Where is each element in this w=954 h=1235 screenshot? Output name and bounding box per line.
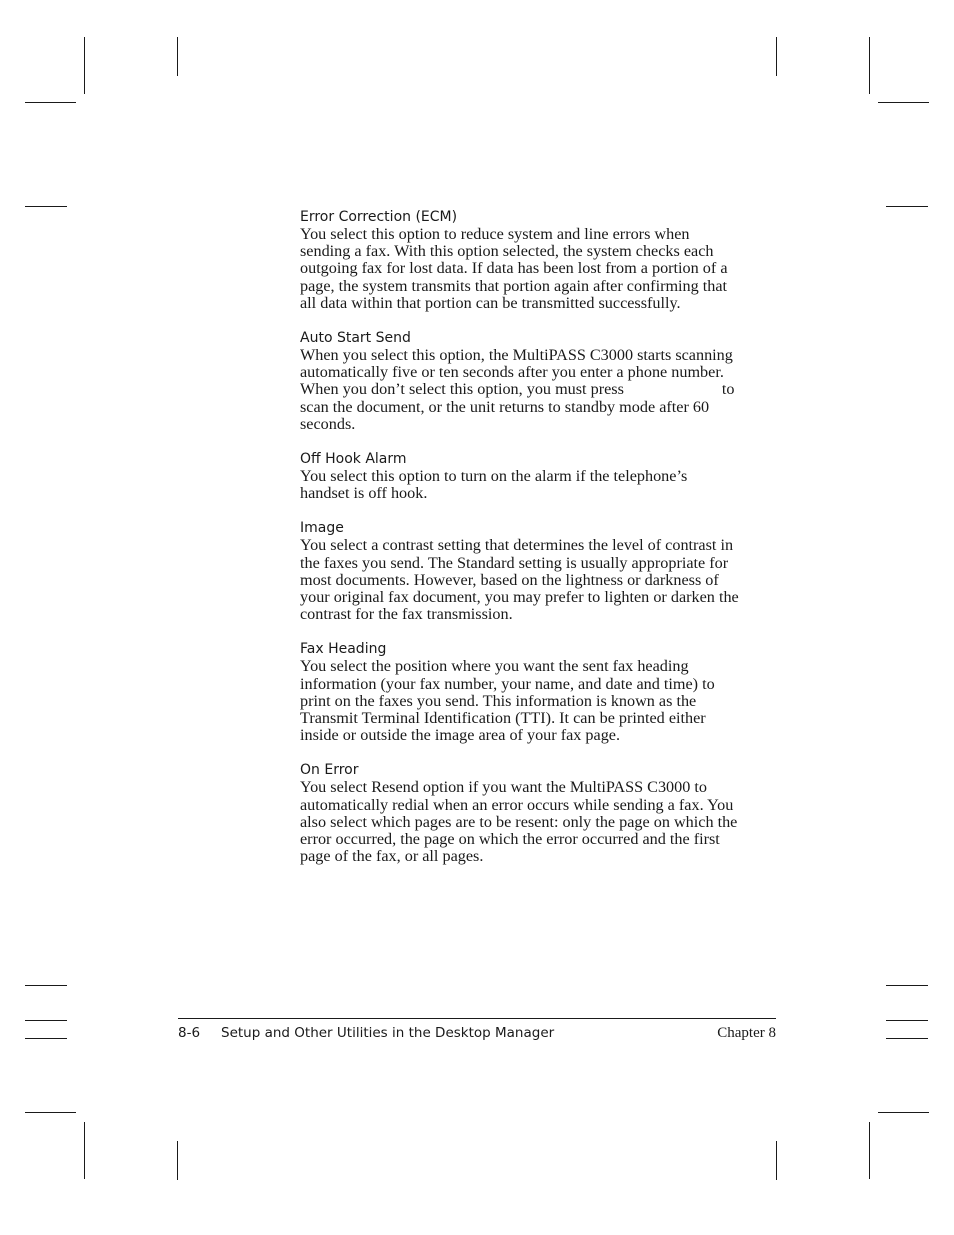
crop-mark [84,37,85,94]
text-line: print on the faxes you send. This information is known as the [300,691,697,710]
crop-mark [84,1122,85,1179]
crop-mark [869,1122,870,1179]
crop-mark [886,1038,928,1039]
section-image [300,519,776,623]
section-heading: On Error [300,762,359,779]
text-line: handset is off hook. [300,484,428,503]
section-heading: Fax Heading [300,641,387,658]
crop-mark [886,206,928,207]
crop-mark [25,206,67,207]
crop-mark [25,985,67,986]
text-line: Transmit Terminal Identification (TTI). It can be printed either [300,709,706,728]
section-heading: Auto Start Send [300,330,411,347]
crop-mark [25,1038,67,1039]
text-line: page, the system transmits that portion again after confirming that [300,276,728,295]
text-line: inside or outside the image area of your fax page. [300,726,621,745]
section-heading: Error Correction (ECM) [300,209,458,225]
section-heading: Off Hook Alarm [300,451,407,468]
crop-mark [886,1020,928,1021]
crop-mark [776,37,777,76]
text-line: also select which pages are to be resent: only the page on which the [300,812,738,831]
footer-title: Setup and Other Utilities in the Desktop Manager [221,1025,555,1041]
section-on-error [300,761,776,865]
text-line: You select Resend option if you want the MultiPASS C3000 to [300,778,707,797]
text-line: You select the position where you want the sent fax heading [300,657,689,676]
section-heading: Image [300,520,344,537]
text-line: When you select this option, the MultiPASS C3000 starts scanning [300,346,733,365]
crop-mark [25,102,76,103]
text-line: You select this option to reduce system and line errors when [300,225,690,243]
chapter-label: Chapter 8 [717,1025,776,1041]
text-line: your original fax document, you may prefer to lighten or darken the [300,588,739,607]
crop-mark [25,1112,76,1113]
crop-mark [886,985,928,986]
crop-mark [878,102,929,103]
crop-mark [25,1020,67,1021]
text-fragment: to [721,380,735,399]
text-fragment: When you don’t select this option, you must press [300,380,624,399]
crop-mark [878,1112,929,1113]
section-error-correction [300,208,776,312]
text-line: seconds. [300,414,356,433]
section-fax-heading [300,640,776,744]
text-line: You select a contrast setting that determines the level of contrast in [300,536,734,555]
text-line: scan the document, or the unit returns to standby mode after 60 [300,397,710,416]
text-line: all data within that portion can be transmitted successfully. [300,293,681,312]
text-line: automatically redial when an error occurs while sending a fax. You [300,795,734,814]
text-line: You select this option to turn on the alarm if the telephone’s [300,467,688,486]
crop-mark [776,1141,777,1180]
footer-divider [178,1018,776,1019]
text-line: contrast for the fax transmission. [300,605,513,624]
text-line: error occurred, the page on which the error occurred and the first [300,830,720,849]
main-content [300,208,776,882]
text-line: information (your fax number, your name, and date and time) to [300,674,715,693]
text-line: page of the fax, or all pages. [300,847,484,866]
crop-mark [177,1141,178,1180]
page-number: 8-6 [178,1025,201,1041]
text-line [300,381,776,398]
crop-mark [869,37,870,94]
text-line: the faxes you send. The Standard setting is usually appropriate for [300,553,729,572]
text-line: automatically five or ten seconds after you enter a phone number. [300,363,724,382]
section-body [300,779,776,865]
section-off-hook-alarm [300,450,776,502]
section-body [300,226,776,312]
text-line: sending a fax. With this option selected, the system checks each [300,242,714,261]
section-body [300,658,776,744]
section-body [300,537,776,623]
section-auto-start-send [300,329,776,433]
text-line: outgoing fax for lost data. If data has been lost from a portion of a [300,259,728,278]
section-body [300,347,776,433]
text-line: most documents. However, based on the lightness or darkness of [300,570,719,589]
page-footer [178,1024,554,1042]
crop-mark [177,37,178,76]
section-body [300,468,776,502]
